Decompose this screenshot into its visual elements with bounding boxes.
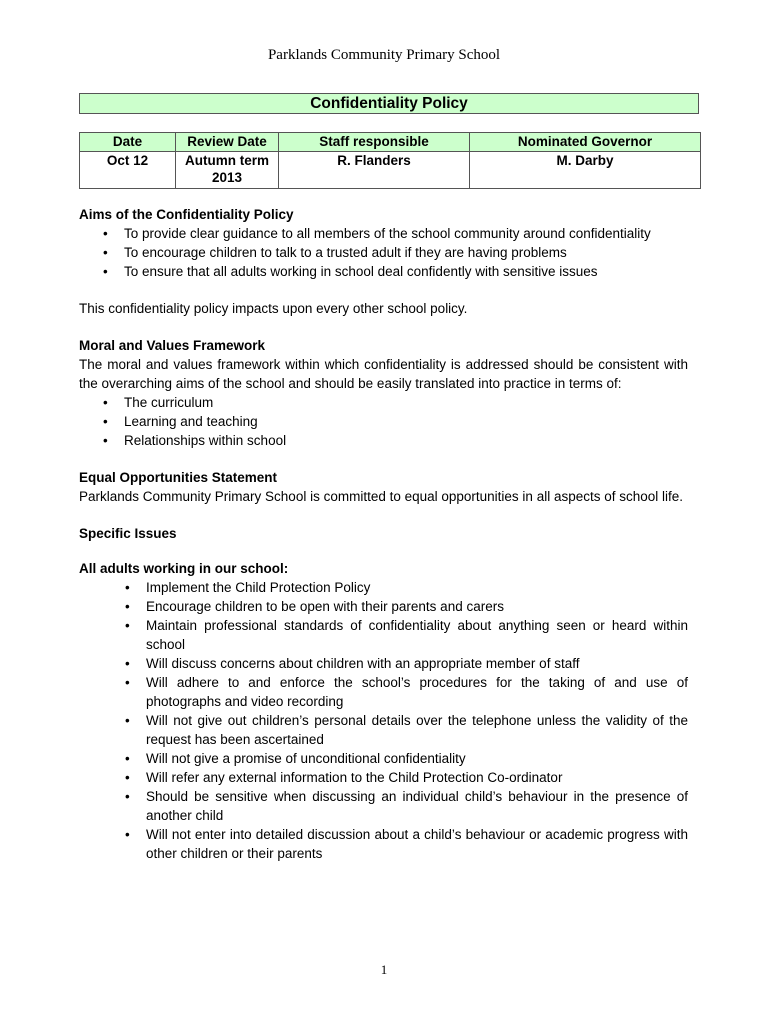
policy-title: Confidentiality Policy xyxy=(79,93,699,114)
cell-staff: R. Flanders xyxy=(279,152,470,189)
adults-heading: All adults working in our school: xyxy=(79,561,289,576)
list-item: • Will not give a promise of unconditional confidentiality xyxy=(79,749,688,768)
list-item: • Implement the Child Protection Policy xyxy=(79,578,688,597)
list-item: • To provide clear guidance to all members of the school community around confidentiality xyxy=(79,224,688,243)
list-item: • Will not enter into detailed discussion about a child’s behaviour or academic progress with other children or their parents xyxy=(79,825,688,863)
list-item: • Encourage children to be open with their parents and carers xyxy=(79,597,688,616)
school-name: Parklands Community Primary School xyxy=(267,47,501,63)
list-item: • Will adhere to and enforce the school’s procedures for the taking of and use of photographs and video recording xyxy=(79,673,688,711)
list-item: • To ensure that all adults working in school deal confidently with sensitive issues xyxy=(79,262,688,281)
moral-list xyxy=(79,393,688,450)
list-item: • Will not give out children’s personal details over the telephone unless the validity of the request has been ascertained xyxy=(79,711,688,749)
equal-text: Parklands Community Primary School is committed to equal opportunities in all aspects of school life. xyxy=(79,489,684,504)
page-number: 1 xyxy=(380,962,388,977)
policy-meta-table xyxy=(79,132,701,189)
cell-review-date: Autumn term 2013 xyxy=(176,152,279,189)
aims-list xyxy=(79,224,688,281)
list-item: • Will discuss concerns about children with an appropriate member of staff xyxy=(79,654,688,673)
list-item: • The curriculum xyxy=(79,393,688,412)
table-header-review-date: Review Date xyxy=(176,133,279,152)
cell-governor: M. Darby xyxy=(470,152,701,189)
table-header-governor: Nominated Governor xyxy=(470,133,701,152)
list-item: • Should be sensitive when discussing an individual child’s behaviour in the presence of another child xyxy=(79,787,688,825)
list-item: • Relationships within school xyxy=(79,431,688,450)
cell-date: Oct 12 xyxy=(80,152,176,189)
policy-body xyxy=(79,205,688,863)
aims-heading: Aims of the Confidentiality Policy xyxy=(79,207,294,222)
list-item: • Will refer any external information to the Child Protection Co-ordinator xyxy=(79,768,688,787)
moral-heading: Moral and Values Framework xyxy=(79,338,266,353)
table-header-date: Date xyxy=(80,133,176,152)
table-header-staff: Staff responsible xyxy=(279,133,470,152)
list-item: • To encourage children to talk to a trusted adult if they are having problems xyxy=(79,243,688,262)
list-item: • Maintain professional standards of confidentiality about anything seen or heard within school xyxy=(79,616,688,654)
adults-list xyxy=(79,578,688,863)
moral-text: The moral and values framework within which confidentiality is addressed should be consistent with the overarching aims of the school and should be easily translated into practice in terms of: xyxy=(79,357,688,391)
impact-text: This confidentiality policy impacts upon every other school policy. xyxy=(79,301,468,316)
list-item: • Learning and teaching xyxy=(79,412,688,431)
table-header-row xyxy=(80,133,701,152)
specific-heading: Specific Issues xyxy=(79,526,177,541)
equal-heading: Equal Opportunities Statement xyxy=(79,470,278,485)
table-row xyxy=(80,152,701,189)
